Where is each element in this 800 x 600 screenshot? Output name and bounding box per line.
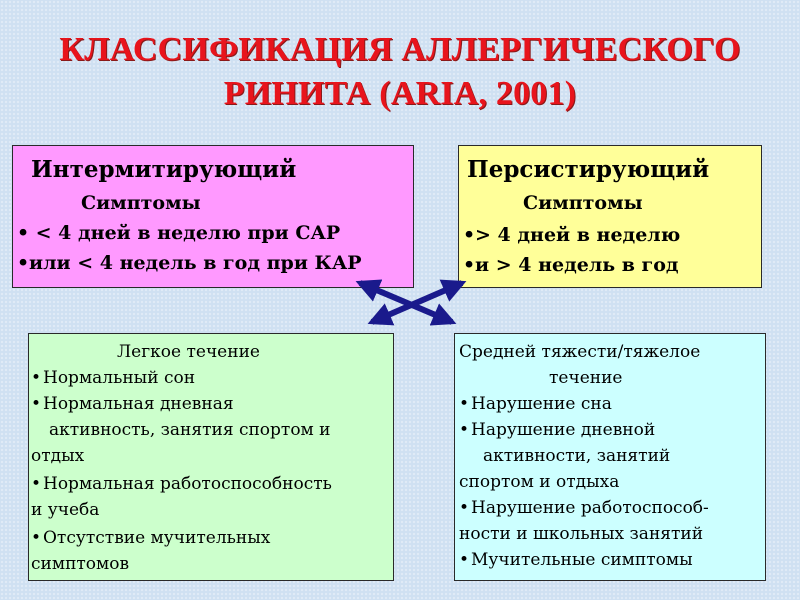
severe-item-3: • Нарушение работоспособ- [459, 498, 709, 518]
mild-item-3-cont: и учеба [31, 500, 100, 520]
severe-heading-line-2: течение [549, 368, 623, 388]
intermittent-subheading: Симптомы [81, 192, 201, 214]
persistent-subheading: Симптомы [523, 192, 643, 214]
bullet-icon: • [31, 528, 42, 548]
title-line-1: КЛАССИФИКАЦИЯ АЛЛЕРГИЧЕСКОГО [59, 31, 741, 68]
mild-heading: Легкое течение [117, 342, 260, 362]
bullet-icon: • [17, 252, 30, 274]
intermittent-item-1: • < 4 дней в неделю при САР [17, 222, 341, 244]
severe-item-2: • Нарушение дневной [459, 420, 656, 440]
bullet-icon: • [31, 474, 42, 494]
bullet-icon: • [459, 498, 470, 518]
mild-item-2-cont2: отдых [31, 446, 85, 466]
severe-item-3-cont: ности и школьных занятий [459, 524, 704, 544]
severe-item-4: • Мучительные симптомы [459, 550, 693, 570]
persistent-item-1: •> 4 дней в неделю [463, 224, 681, 246]
bullet-icon: • [459, 394, 470, 414]
severe-item-2-cont: активности, занятий [483, 446, 671, 466]
mild-item-2: • Нормальная дневная [31, 394, 234, 414]
title-line-2: РИНИТА (ARIA, 2001) [223, 75, 577, 112]
severe-item-2-cont2: спортом и отдыха [459, 472, 620, 492]
bullet-icon: • [31, 368, 42, 388]
mild-item-1: • Нормальный сон [31, 368, 196, 388]
intermittent-heading: Интермитирующий [31, 156, 297, 183]
bullet-icon: • [459, 420, 470, 440]
mild-item-3: • Нормальная работоспособность [31, 474, 332, 494]
mild-item-4: • Отсутствие мучительных [31, 528, 271, 548]
mild-item-4-cont: симптомов [31, 554, 130, 574]
persistent-item-2: •и > 4 недель в год [463, 254, 679, 276]
intermittent-item-2: •или < 4 недель в год при КАР [17, 252, 362, 274]
severe-item-1: • Нарушение сна [459, 394, 612, 414]
arrow-cross-2 [372, 283, 462, 322]
persistent-heading: Персистирующий [467, 156, 710, 183]
bullet-icon: • [17, 222, 30, 244]
bullet-icon: • [463, 224, 476, 246]
bullet-icon: • [459, 550, 470, 570]
arrow-cross-1 [360, 283, 452, 322]
severe-heading-line-1: Средней тяжести/тяжелое [459, 342, 701, 362]
mild-item-2-cont: активность, занятия спортом и [49, 420, 331, 440]
bullet-icon: • [31, 394, 42, 414]
bullet-icon: • [463, 254, 476, 276]
